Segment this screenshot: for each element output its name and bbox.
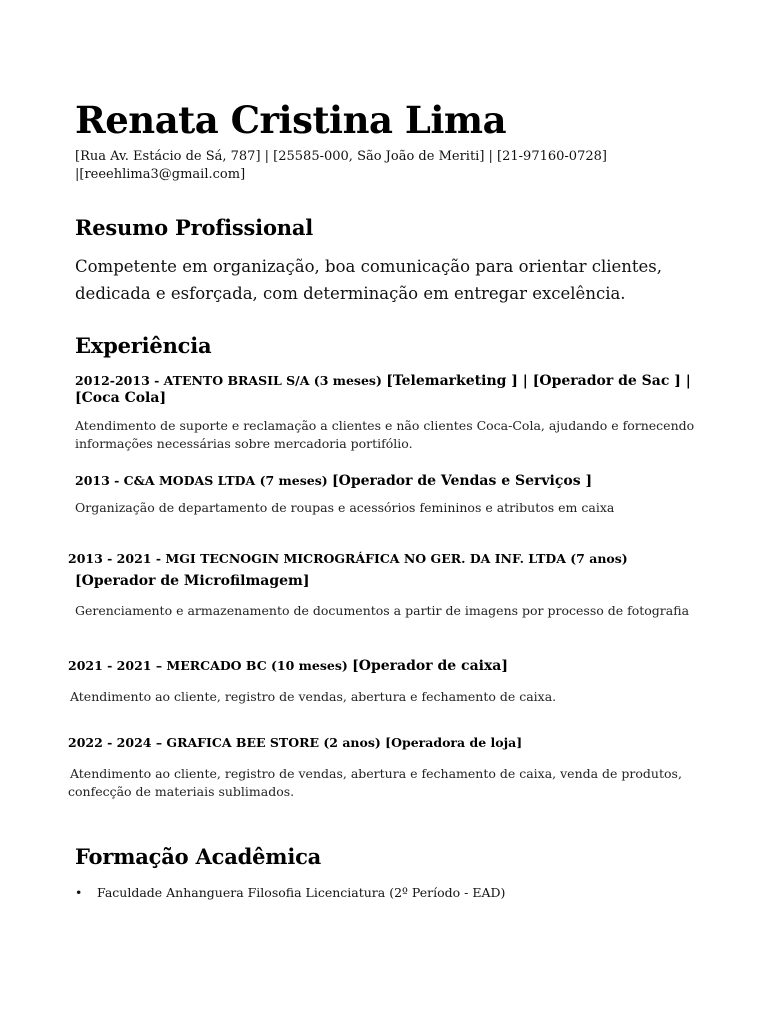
job-description — [66, 765, 682, 801]
job-roles: [Telemarketing ] | [Operador de Sac ] | — [386, 373, 691, 389]
job-title-line: 2013 - 2021 - MGI TECNOGIN MICROGRÁFICA NO GER. DA INF. LTDA (7 anos) — [68, 551, 628, 566]
summary-text — [75, 253, 662, 307]
job-title — [75, 372, 691, 407]
job-description-line: Atendimento de suporte e reclamação a clientes e não clientes Coca-Cola, ajudando e fornecendo — [75, 418, 695, 433]
education-item-text: Faculdade Anhanguera Filosofia Licenciatura (2º Período - EAD) — [97, 885, 506, 900]
job-title-line: [Coca Cola] — [75, 390, 167, 406]
job-description — [75, 499, 614, 517]
education-heading: Formação Acadêmica — [75, 844, 322, 869]
job-description-line: Organização de departamento de roupas e acessórios femininos e atributos em caixa — [75, 500, 615, 515]
job-title-line — [75, 372, 691, 390]
candidate-name: Renata Cristina Lima — [75, 98, 507, 142]
job-period-company: 2013 - C&A MODAS LTDA (7 meses) — [75, 473, 333, 488]
job-description-line: Gerenciamento e armazenamento de documentos a partir de imagens por processo de fotografia — [75, 603, 690, 618]
summary-heading: Resumo Profissional — [75, 215, 313, 240]
job-title-line: [Operador de Microfilmagem] — [75, 573, 310, 589]
contact-line: [Rua Av. Estácio de Sá, 787] | [25585-000, São João de Meriti] | [21-97160-0728] — [75, 149, 607, 164]
job-title — [68, 550, 628, 567]
job-roles — [75, 573, 309, 590]
experience-heading: Experiência — [75, 333, 212, 358]
job-roles: [Operador de Vendas e Serviços ] — [332, 473, 593, 489]
job-description-line: Atendimento ao cliente, registro de vendas, abertura e fechamento de caixa. — [66, 689, 557, 704]
job-description — [75, 417, 694, 453]
job-title-line: 2022 - 2024 – GRAFICA BEE STORE (2 anos) [Operadora de loja] — [68, 735, 523, 750]
job-title — [68, 657, 508, 675]
job-description-line: confecção de materiais sublimados. — [68, 784, 295, 799]
job-roles: [Operador de caixa] — [352, 658, 509, 674]
job-description-line: informações necessárias sobre mercadoria portifólio. — [75, 436, 413, 451]
job-period-company: 2012-2013 - ATENTO BRASIL S/A (3 meses) — [75, 373, 387, 388]
summary-line: dedicada e esforçada, com determinação em entregar excelência. — [75, 284, 626, 303]
job-description — [66, 688, 556, 706]
contact-email-line: |[reeehlima3@gmail.com] — [75, 167, 246, 182]
job-description-line: Atendimento ao cliente, registro de vendas, abertura e fechamento de caixa, venda de produtos, — [66, 766, 682, 781]
job-title — [68, 734, 522, 751]
contact-info — [75, 148, 607, 184]
job-title — [75, 472, 592, 490]
bullet-icon: • — [75, 885, 83, 900]
job-period-company: 2021 - 2021 – MERCADO BC (10 meses) — [68, 658, 353, 673]
job-description — [75, 602, 689, 620]
education-list-item — [75, 884, 505, 902]
summary-line: Competente em organização, boa comunicação para orientar clientes, — [75, 257, 663, 276]
